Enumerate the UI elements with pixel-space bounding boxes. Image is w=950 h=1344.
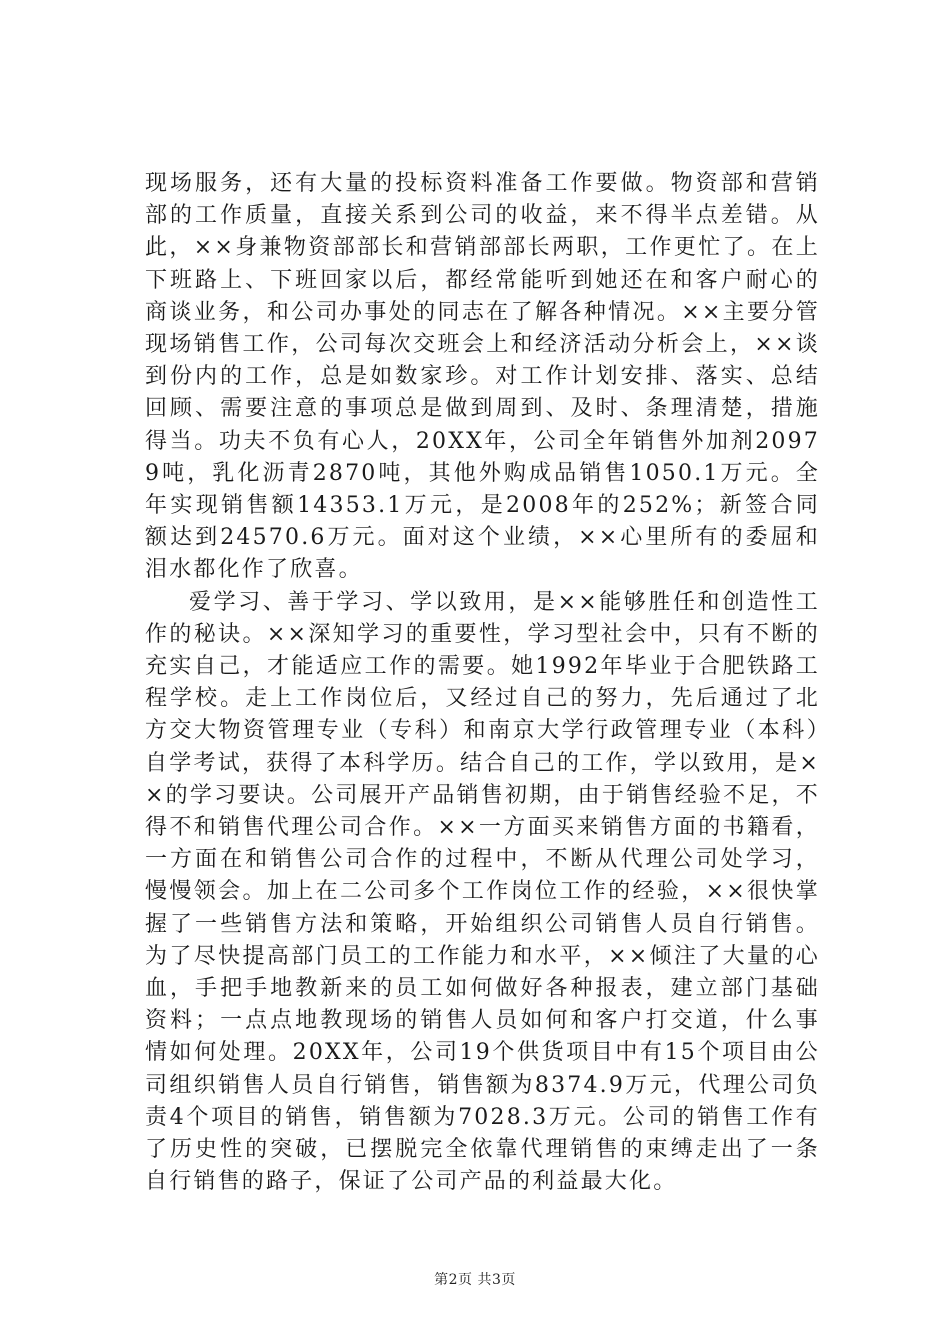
paragraph-study: 爱学习、善于学习、学以致用，是××能够胜任和创造性工作的秘诀。××深知学习的重要性，学习型社会中，只有不断的充实自己，才能适应工作的需要。她1992年毕业于合肥铁路工程学校。走上工作岗位后，又经过自己的努力，先后通过了北方交大物资管理专业（专科）和南京大学行政管理专业（本科）自学考试，获得了本科学历。结合自己的工作，学以致用，是××的学习要诀。公司展开产品销售初期，由于销售经验不足，不得不和销售代理公司合作。××一方面买来销售方面的书籍看，一方面在和销售公司合作的过程中，不断从代理公司处学习，慢慢领会。加上在二公司多个工作岗位工作的经验，××很快掌握了一些销售方法和策略，开始组织公司销售人员自行销售。为了尽快提高部门员工的工作能力和水平，××倾注了大量的心血，手把手地教新来的员工如何做好各种报表，建立部门基础资料；一点点地教现场的销售人员如何和客户打交道，什么事情如何处理。20XX年，公司19个供货项目中有15个项目由公司组织销售人员自行销售，销售额为8374.9万元，代理公司负责4个项目的销售，销售额为7028.3万元。公司的销售工作有了历史性的突破，已摆脱完全依靠代理销售的束缚走出了一条自行销售的路子，保证了公司产品的利益最大化。	[145, 589, 820, 1195]
paragraph-continued: 现场服务，还有大量的投标资料准备工作要做。物资部和营销部的工作质量，直接关系到公司的收益，来不得半点差错。从此，××身兼物资部部长和营销部部长两职，工作更忙了。在上下班路上、下班回家以后，都经常能听到她还在和客户耐心的商谈业务，和公司办事处的同志在了解各种情况。××主要分管现场销售工作，公司每次交班会上和经济活动分析会上，××谈到份内的工作，总是如数家珍。对工作计划安排、落实、总结回顾、需要注意的事项总是做到周到、及时、条理清楚，措施得当。功夫不负有心人，20XX年，公司全年销售外加剂20979吨，乳化沥青2870吨，其他外购成品销售1050.1万元。全年实现销售额14353.1万元，是2008年的252%；新签合同额达到24570.6万元。面对这个业绩，××心里所有的委屈和泪水都化作了欣喜。	[145, 171, 820, 583]
document-body	[145, 168, 820, 1199]
page-number-footer: 第2页 共3页	[434, 1272, 516, 1288]
